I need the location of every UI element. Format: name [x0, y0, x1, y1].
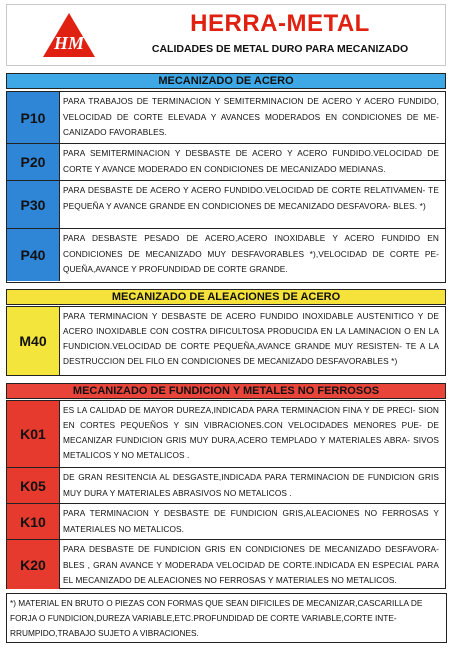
grade-row-p40: [7, 229, 445, 281]
grade-code: K10: [7, 504, 60, 539]
grade-description: DE GRAN RESITENCIA AL DESGASTE,INDICADA PARA TERMINACION DE FUNDICION GRIS MUY DURA Y MATERIALES ABRASIVOS NO METALICOS .: [63, 472, 439, 498]
grade-description: ES LA CALIDAD DE MAYOR DUREZA,INDICADA PARA TERMINACION FINA Y DE PRECI- SION EN CORTES PEQUEÑOS Y SIN VIBRACIONES.CON VELOCIDADES MENORES PUE- DE MECANIZAR FUNDICION GRIS MUY DURA,ACERO TEMPLADO Y MATERIALES ABRA- SIVOS METALICOS Y NO METALICOS .: [63, 405, 439, 460]
grade-description: PARA SEMITERMINACION Y DESBASTE DE ACERO Y ACERO FUNDIDO.VELOCIDAD DE CORTE Y AVANCE MODERADO EN CONDICIONES DE MECANIZADO MEDIANAS.: [63, 148, 439, 174]
page-subtitle: CALIDADES DE METAL DURO PARA MECANIZADO: [151, 43, 409, 55]
grade-row-k05: [7, 468, 445, 504]
brand-title: HERRA-METAL: [190, 10, 370, 37]
grade-code: P40: [7, 229, 60, 281]
header: [6, 4, 446, 66]
section-acero: [6, 91, 446, 283]
hm-logo-icon: [41, 11, 97, 59]
grade-code: P30: [7, 181, 60, 228]
grade-code: P20: [7, 144, 60, 180]
grade-description: PARA TERMINACION Y DESBASTE DE ACERO FUNDIDO INOXIDABLE AUSTENITICO Y DE ACERO INOXIDABLE CON COSTRA DIFICULTOSA PRODUCIDA EN LA LAMINACION O EN LA FUNDICION.VELOCIDAD DE CORTE PEQUEÑA,AVANCE GRANDE MUY RESISTEN- TE A LA DESTRUCCION DEL FILO EN CONDICIONES DE MECANIZADO DESFAVORABLES *): [63, 311, 439, 366]
section-title-aleaciones: MECANIZADO DE ALEACIONES DE ACERO: [6, 289, 446, 305]
grade-row-p30: [7, 181, 445, 229]
grade-row-k20: [7, 540, 445, 589]
grade-row-p10: [7, 92, 445, 144]
grade-description: PARA DESBASTE PESADO DE ACERO,ACERO INOXIDABLE Y ACERO FUNDIDO EN CONDICIONES DE MECANIZADO MUY DESFAVORABLES *),VELOCIDAD DE CORTE PE- QUEÑA,AVANCE Y PROFUNDIDAD DE CORTE GRANDE.: [63, 233, 439, 274]
section-title-fundicion: MECANIZADO DE FUNDICION Y METALES NO FERROSOS: [6, 383, 446, 399]
section-title-acero: MECANIZADO DE ACERO: [6, 73, 446, 89]
grade-description: PARA TERMINACION Y DESBASTE DE FUNDICION GRIS,ALEACIONES NO FERROSAS Y MATERIALES NO METALICOS.: [63, 508, 439, 534]
grade-description: PARA DESBASTE DE FUNDICION GRIS EN CONDICIONES DE MECANIZADO DESFAVORA- BLES , GRAN AVANCE Y MODERADA VELOCIDAD DE CORTE.INDICADA EN ESPECIAL PARA EL MECANIZADO DE ALEACIONES NO FERROSAS Y MATERIALES NO METALICOS.: [63, 544, 439, 585]
section-aleaciones: [6, 306, 446, 376]
grade-code: K20: [7, 540, 60, 589]
grade-description: PARA TRABAJOS DE TERMINACION Y SEMITERMINACION DE ACERO Y ACERO FUNDIDO, VELOCIDAD DE CORTE ELEVADA Y AVANCES MODERADOS EN CONDICIONES DE ME- CANIZADO FAVORABLES.: [63, 96, 439, 137]
section-fundicion: [6, 400, 446, 589]
grade-row-k10: [7, 504, 445, 540]
footnote: *) MATERIAL EN BRUTO O PIEZAS CON FORMAS QUE SEAN DIFICILES DE MECANIZAR,CASCARILLA DE FORJA O FUNDICION,DUREZA VARIABLE,ETC.PROFUNDIDAD DE CORTE VARIABLE,CORTE INTE- RRUMPIDO,TRABAJO SUJETO A VIBRACIONES.: [6, 593, 447, 643]
grade-code: P10: [7, 92, 60, 143]
grade-code: K01: [7, 401, 60, 467]
grade-code: M40: [7, 307, 60, 375]
grade-row-k01: [7, 401, 445, 468]
grade-description: PARA DESBASTE DE ACERO Y ACERO FUNDIDO.VELOCIDAD DE CORTE RELATIVAMEN- TE PEQUEÑA Y AVANCE GRANDE EN CONDICIONES DE MECANIZADO DESFAVORA- BLES. *): [63, 185, 439, 211]
grade-row-p20: [7, 144, 445, 181]
grade-code: K05: [7, 468, 60, 503]
logo-text: HM: [53, 33, 85, 53]
grade-row-m40: [7, 307, 445, 375]
